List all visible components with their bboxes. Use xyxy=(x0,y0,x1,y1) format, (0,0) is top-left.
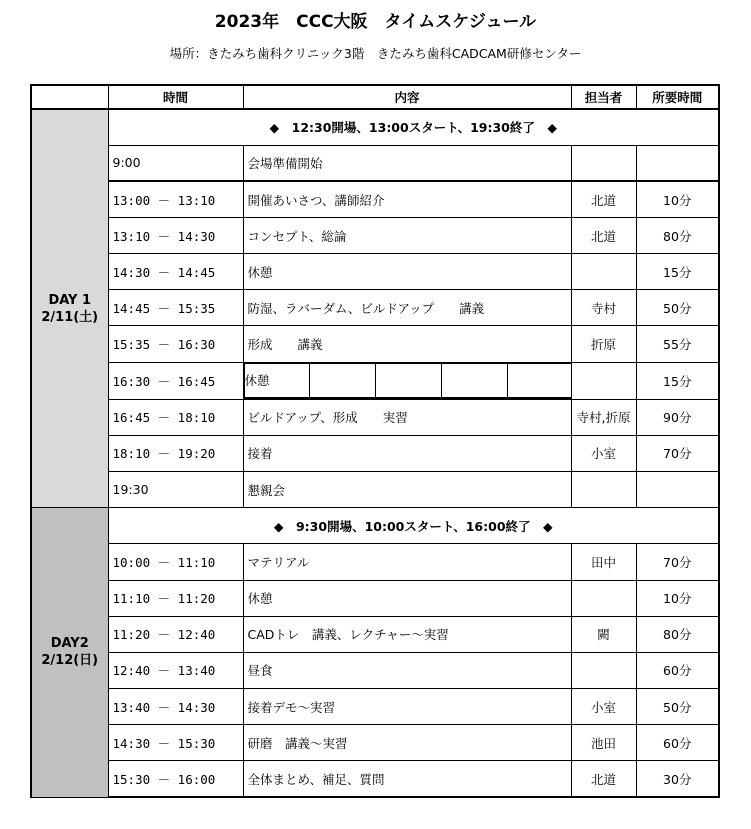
duration-cell: 70分 xyxy=(636,435,719,471)
day2-date: 2/12(日) xyxy=(41,653,99,669)
content-cell: 全体まとめ、補足、質問 xyxy=(243,761,571,797)
table-row xyxy=(31,181,719,217)
person-cell xyxy=(571,362,636,399)
schedule-table xyxy=(30,84,720,798)
person-cell: 寺村,折原 xyxy=(571,399,636,435)
day1-banner: ◆ 12:30開場、13:00スタート、19:30終了 ◆ xyxy=(108,109,719,145)
time-cell: 16:45 － 18:10 xyxy=(108,399,243,435)
person-cell xyxy=(571,145,636,181)
table-row xyxy=(31,580,719,616)
header-duration: 所要時間 xyxy=(636,85,719,109)
table-row xyxy=(31,254,719,290)
day2-banner-row xyxy=(31,508,719,544)
duration-cell xyxy=(636,145,719,181)
duration-cell: 90分 xyxy=(636,399,719,435)
table-row xyxy=(31,362,719,399)
content-subcell xyxy=(375,363,441,398)
header-time: 時間 xyxy=(108,85,243,109)
duration-cell: 10分 xyxy=(636,580,719,616)
duration-cell: 55分 xyxy=(636,326,719,362)
person-cell: 闕 xyxy=(571,616,636,652)
content-cell: 接着デモ～実習 xyxy=(243,689,571,725)
table-row xyxy=(31,761,719,797)
day2-label-cell xyxy=(31,508,108,797)
content-cell: 昼食 xyxy=(243,652,571,688)
content-cell: マテリアル xyxy=(243,544,571,580)
header-row xyxy=(31,85,719,109)
content-subcell xyxy=(441,363,507,398)
page-title: 2023年 CCC大阪 タイムスケジュール xyxy=(214,12,537,32)
duration-cell: 15分 xyxy=(636,254,719,290)
person-cell: 北道 xyxy=(571,217,636,253)
table-row xyxy=(31,326,719,362)
table-row xyxy=(31,290,719,326)
content-cell: 懇親会 xyxy=(243,472,571,508)
person-cell: 田中 xyxy=(571,544,636,580)
person-cell xyxy=(571,472,636,508)
time-cell: 14:30 － 15:30 xyxy=(108,725,243,761)
time-cell: 12:40 － 13:40 xyxy=(108,652,243,688)
content-cell: 防湿、ラバーダム、ビルドアップ 講義 xyxy=(243,290,571,326)
content-cell: 形成 講義 xyxy=(243,326,571,362)
person-cell: 北道 xyxy=(571,181,636,217)
table-row xyxy=(31,472,719,508)
duration-cell: 80分 xyxy=(636,217,719,253)
time-cell: 13:00 － 13:10 xyxy=(108,181,243,217)
person-cell: 寺村 xyxy=(571,290,636,326)
duration-cell: 60分 xyxy=(636,652,719,688)
content-subcell xyxy=(309,363,375,398)
time-cell: 10:00 － 11:10 xyxy=(108,544,243,580)
content-cell: 研磨 講義～実習 xyxy=(243,725,571,761)
day1-date: 2/11(土) xyxy=(41,309,99,325)
venue-subtitle: 場所：きたみち歯科クリニック3階 きたみち歯科CADCAM研修センター xyxy=(169,46,582,61)
duration-cell: 15分 xyxy=(636,362,719,399)
duration-cell: 80分 xyxy=(636,616,719,652)
person-cell: 折原 xyxy=(571,326,636,362)
person-cell: 北道 xyxy=(571,761,636,797)
day2-label: DAY2 xyxy=(50,636,89,652)
time-cell: 9:00 xyxy=(108,145,243,181)
content-cell: 接着 xyxy=(243,435,571,471)
table-row xyxy=(31,616,719,652)
content-subcells xyxy=(244,363,571,399)
time-cell: 14:30 － 14:45 xyxy=(108,254,243,290)
content-cell: 休憩 xyxy=(243,254,571,290)
table-row xyxy=(31,544,719,580)
content-cell: 会場準備開始 xyxy=(243,145,571,181)
content-subcell xyxy=(507,363,571,398)
duration-cell: 30分 xyxy=(636,761,719,797)
table-row xyxy=(31,217,719,253)
content-cell: CADトレ 講義、レクチャー～実習 xyxy=(243,616,571,652)
time-cell: 15:35 － 16:30 xyxy=(108,326,243,362)
header-person: 担当者 xyxy=(571,85,636,109)
person-cell: 池田 xyxy=(571,725,636,761)
duration-cell: 50分 xyxy=(636,689,719,725)
header-content: 内容 xyxy=(243,85,571,109)
day1-label-cell xyxy=(31,109,108,508)
duration-cell: 10分 xyxy=(636,181,719,217)
content-subcell: 休憩 xyxy=(244,363,309,398)
content-cell xyxy=(243,362,571,399)
duration-cell xyxy=(636,472,719,508)
time-cell: 13:40 － 14:30 xyxy=(108,689,243,725)
duration-cell: 50分 xyxy=(636,290,719,326)
time-cell: 19:30 xyxy=(108,472,243,508)
time-cell: 11:10 － 11:20 xyxy=(108,580,243,616)
header-day xyxy=(31,85,108,109)
day2-banner: ◆ 9:30開場、10:00スタート、16:00終了 ◆ xyxy=(108,508,719,544)
person-cell xyxy=(571,580,636,616)
time-cell: 15:30 － 16:00 xyxy=(108,761,243,797)
person-cell: 小室 xyxy=(571,689,636,725)
time-cell: 13:10 － 14:30 xyxy=(108,217,243,253)
table-row xyxy=(31,399,719,435)
person-cell: 小室 xyxy=(571,435,636,471)
content-cell: 休憩 xyxy=(243,580,571,616)
duration-cell: 60分 xyxy=(636,725,719,761)
duration-cell: 70分 xyxy=(636,544,719,580)
table-row xyxy=(31,689,719,725)
time-cell: 14:45 － 15:35 xyxy=(108,290,243,326)
table-row xyxy=(31,435,719,471)
time-cell: 16:30 － 16:45 xyxy=(108,362,243,399)
content-cell: 開催あいさつ、講師紹介 xyxy=(243,181,571,217)
content-cell: ビルドアップ、形成 実習 xyxy=(243,399,571,435)
table-row xyxy=(31,652,719,688)
time-cell: 11:20 － 12:40 xyxy=(108,616,243,652)
table-row xyxy=(31,725,719,761)
content-cell: コンセプト、総論 xyxy=(243,217,571,253)
day1-label: DAY 1 xyxy=(48,292,92,308)
time-cell: 18:10 － 19:20 xyxy=(108,435,243,471)
day1-banner-row xyxy=(31,109,719,145)
person-cell xyxy=(571,652,636,688)
person-cell xyxy=(571,254,636,290)
table-row xyxy=(31,145,719,181)
